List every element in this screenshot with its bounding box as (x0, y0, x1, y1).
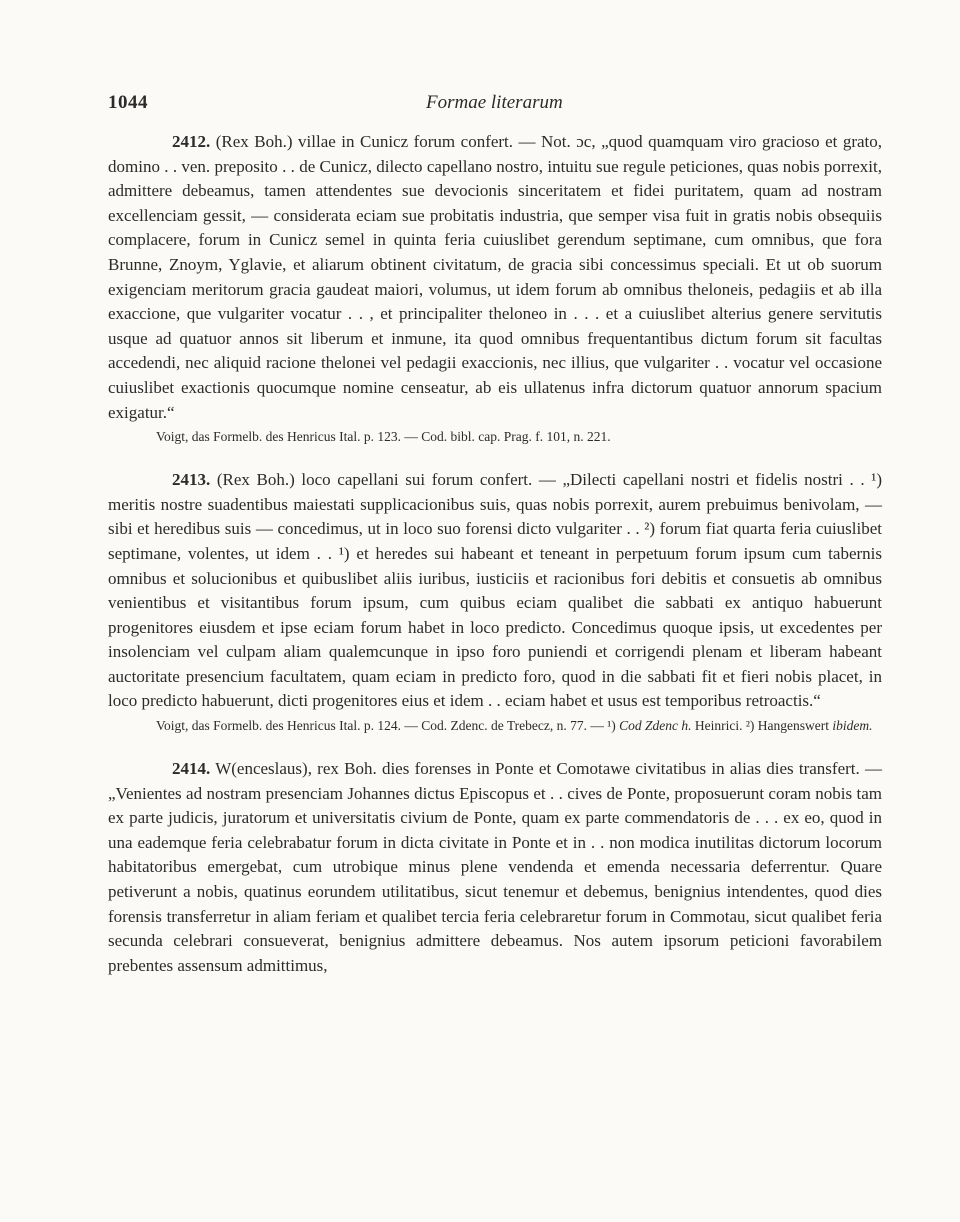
entry-number: 2414. (172, 759, 211, 779)
entry-2413 (108, 468, 882, 735)
source-main: Voigt, das Formelb. des Henricus Ital. p. 124. — Cod. Zdenc. de Trebecz, n. 77. — ¹) (156, 718, 616, 734)
entry-2412 (108, 130, 882, 446)
entry-number: 2412. (172, 132, 211, 151)
entry-paragraph (108, 130, 882, 425)
source-italic: ibidem. (832, 718, 873, 734)
source-mid: Heinrici. ²) Hangenswert (694, 718, 829, 734)
entry-text: W(enceslaus), rex Boh. dies forenses in Ponte et Comotawe civitatibus in alias dies transfert. — „Venientes ad nostram presenciam Johannes dictus Episcopus et . . cives de Ponte, proposuerunt coram nobis tam ex parte judicis, juratorum et universitatis civium de Ponte, quam ex parte commendatoris de . . . ex eo, quod in una eademque feria celebrabatur forum in dicta civitate in Ponte et in . . non modica inutilitas dictorum locorum habitatoribus emergebat, cum utrobique minus plene vendenda et emenda necessaria deferrentur. Quare petiverunt a nobis, quatinus eorundem utilitatibus, sicut tenemur et debemus, benignius intendentes, quod dies forensis transferretur in aliam feriam et qualibet tercia feria celebraretur forum in Commotau, sicut qualibet feria secunda celebrari consueverat, benignius admittere debeamus. Nos autem ipsorum peticioni favorabilem prebentes assensum admittimus, (108, 759, 882, 975)
source-italic: Cod Zdenc h. (619, 718, 692, 734)
entry-text: (Rex Boh.) villae in Cunicz forum confert. — Not. ɔc, „quod quamquam viro gracioso et grato, domino . . ven. preposito . . de Cunicz, dilecto capellano nostro, intuitu sue regule peticiones, quas nobis porrexit, admittere debeamus, tamen attendentes sue devocionis sinceritatem et fidei puritatem, quam ad nostram excellenciam gessit, — considerata eciam sue probitatis industria, que semper visa fuit in gratis nobis obsequiis complacere, forum in Cunicz semel in quinta feria cuiuslibet gerendum septimane, cum omnibus, que fora Brunne, Znoym, Yglavie, et aliarum obtinent civitatum, de gracia sibi concessimus speciali. Et ut ob suorum exigenciam meritorum gracia gaudeat maiori, volumus, ut idem forum ab omnibus theloneis, pedagiis et ab illa exaccione, que vulgariter vocatur . . , et principaliter theloneo in . . . et a cuiuslibet alterius genere servitutis usque ad quatuor annos sit liberum et inmune, ita quod omnibus frequentantibus dictum forum sit facultas accedendi, nec aliquid racione thelonei vel pedagii exaccionis, nec illius, que vulgariter . . vocatur vel occasione cuiuslibet exactionis quocumque nomine censeatur, ab eis ullatenus infra dictorum quatuor annorum spacium exigatur.“ (108, 132, 883, 422)
entry-2414 (108, 757, 882, 978)
entry-text: (Rex Boh.) loco capellani sui forum confert. — „Dilecti capellani nostri et fidelis nostri . . ¹) meritis nostre suadentibus maiestati supplicacionibus suis, quas nobis porrexit, aurem prebuimus benivolam, — sibi et heredibus suis — concedimus, ut in loco suo forensi dicto vulgariter . . ²) forum fiat quarta feria cuiuslibet septimane, volentes, ut idem . . ¹) et heredes sui habeant et teneant in perpetuum forum ipsum cum tabernis omnibus et solucionibus et quibuslibet aliis iuribus, iusticiis et racionibus fori debitis et consuetis ab omnibus venientibus et visitantibus forum ipsum, cum quibus eciam qualibet die sabbati ex antiquo habuerunt progenitores eiusdem et ipse eciam forum habet in loco predicto. Concedimus quoque ipsis, ut excedentes per insolenciam vel culpam aliam qualemcunque in ipso foro puniendi et corrigendi plenam et liberam habeant auctoritate presencium facultatem, quam eciam in predicto foro, quod in die sabbati fit et fieri nobis placet, in loco predicto habuerunt, dicti progenitores eius et idem . . eciam habet et usus est temporibus retroactis.“ (108, 470, 883, 711)
source-note (156, 716, 882, 735)
running-title: Formae literarum (426, 92, 563, 113)
entry-number: 2413. (172, 470, 211, 490)
page-number: 1044 (108, 92, 148, 113)
entry-paragraph (108, 468, 882, 714)
page-header (108, 92, 882, 118)
entry-paragraph (108, 757, 882, 978)
source-note: Voigt, das Formelb. des Henricus Ital. p. 123. — Cod. bibl. cap. Prag. f. 101, n. 221. (156, 429, 611, 445)
